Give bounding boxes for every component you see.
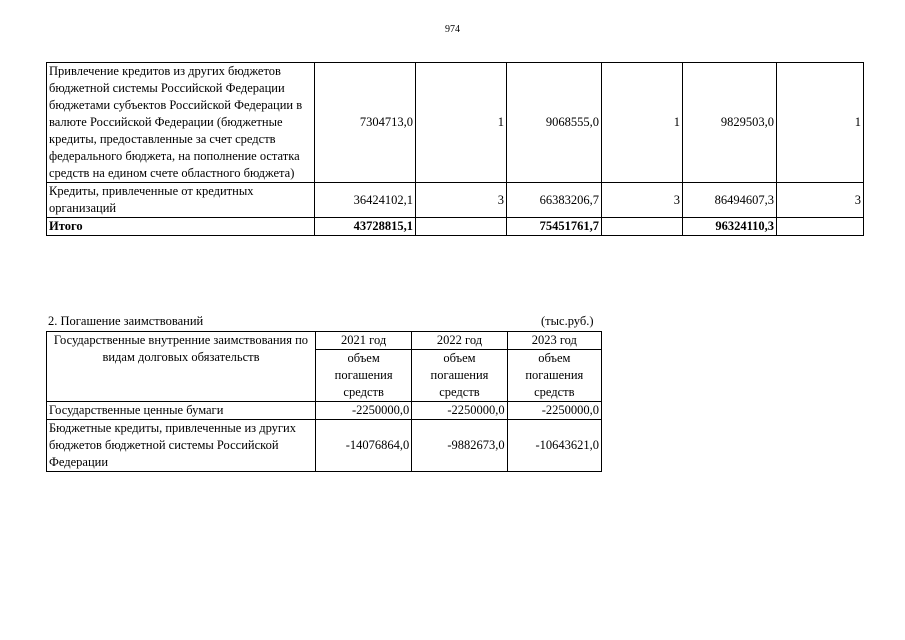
row-label: Бюджетные кредиты, привлеченные из других бюджетов бюджетной системы Российской Федерации: [47, 420, 316, 472]
header-year-2022: 2022 год: [412, 332, 507, 350]
empty-cell: [777, 218, 864, 236]
section-title: 2. Погашение заимствований: [48, 314, 204, 328]
table-row: [47, 420, 602, 472]
row-label: Кредиты, привлеченные от кредитных организаций: [47, 183, 315, 218]
header-debt-type: Государственные внутренние заимствования по видам долговых обязательств: [47, 332, 316, 402]
value-2021: 36424102,1: [315, 183, 416, 218]
value-2023: -2250000,0: [507, 402, 601, 420]
empty-cell: [602, 218, 683, 236]
term-2021: 1: [416, 63, 507, 183]
value-2021: -14076864,0: [315, 420, 411, 472]
total-2022: 75451761,7: [507, 218, 602, 236]
total-2023: 96324110,3: [683, 218, 777, 236]
page-number: 974: [445, 24, 460, 35]
term-2023: 3: [777, 183, 864, 218]
table-row: [47, 63, 864, 183]
value-2023: -10643621,0: [507, 420, 601, 472]
row-label: Государственные ценные бумаги: [47, 402, 316, 420]
header-year-2021: 2021 год: [315, 332, 411, 350]
term-2023: 1: [777, 63, 864, 183]
term-2022: 3: [602, 183, 683, 218]
total-2021: 43728815,1: [315, 218, 416, 236]
term-2021: 3: [416, 183, 507, 218]
subheader-2023: объем погашения средств: [507, 350, 601, 402]
repayment-table: [46, 331, 602, 472]
value-2021: -2250000,0: [315, 402, 411, 420]
value-2022: 66383206,7: [507, 183, 602, 218]
empty-cell: [416, 218, 507, 236]
value-2022: -9882673,0: [412, 420, 507, 472]
table-row: [47, 183, 864, 218]
value-2022: 9068555,0: [507, 63, 602, 183]
total-row: [47, 218, 864, 236]
value-2023: 86494607,3: [683, 183, 777, 218]
value-2021: 7304713,0: [315, 63, 416, 183]
subheader-2021: объем погашения средств: [315, 350, 411, 402]
header-row: [47, 332, 602, 350]
row-label: Привлечение кредитов из других бюджетов бюджетной системы Российской Федерации бюджетами субъектов Российской Федерации в валюте Российской Федерации (бюджетные кредиты, предоставленные за счет средств федерального бюджета, на пополнение остатка средств на едином счете областного бюджета): [47, 63, 315, 183]
value-2022: -2250000,0: [412, 402, 507, 420]
value-2023: 9829503,0: [683, 63, 777, 183]
header-year-2023: 2023 год: [507, 332, 601, 350]
subheader-2022: объем погашения средств: [412, 350, 507, 402]
units-label: (тыс.руб.): [541, 314, 594, 328]
table-row: [47, 402, 602, 420]
total-label: Итого: [47, 218, 315, 236]
term-2022: 1: [602, 63, 683, 183]
borrowings-table: [46, 62, 864, 236]
